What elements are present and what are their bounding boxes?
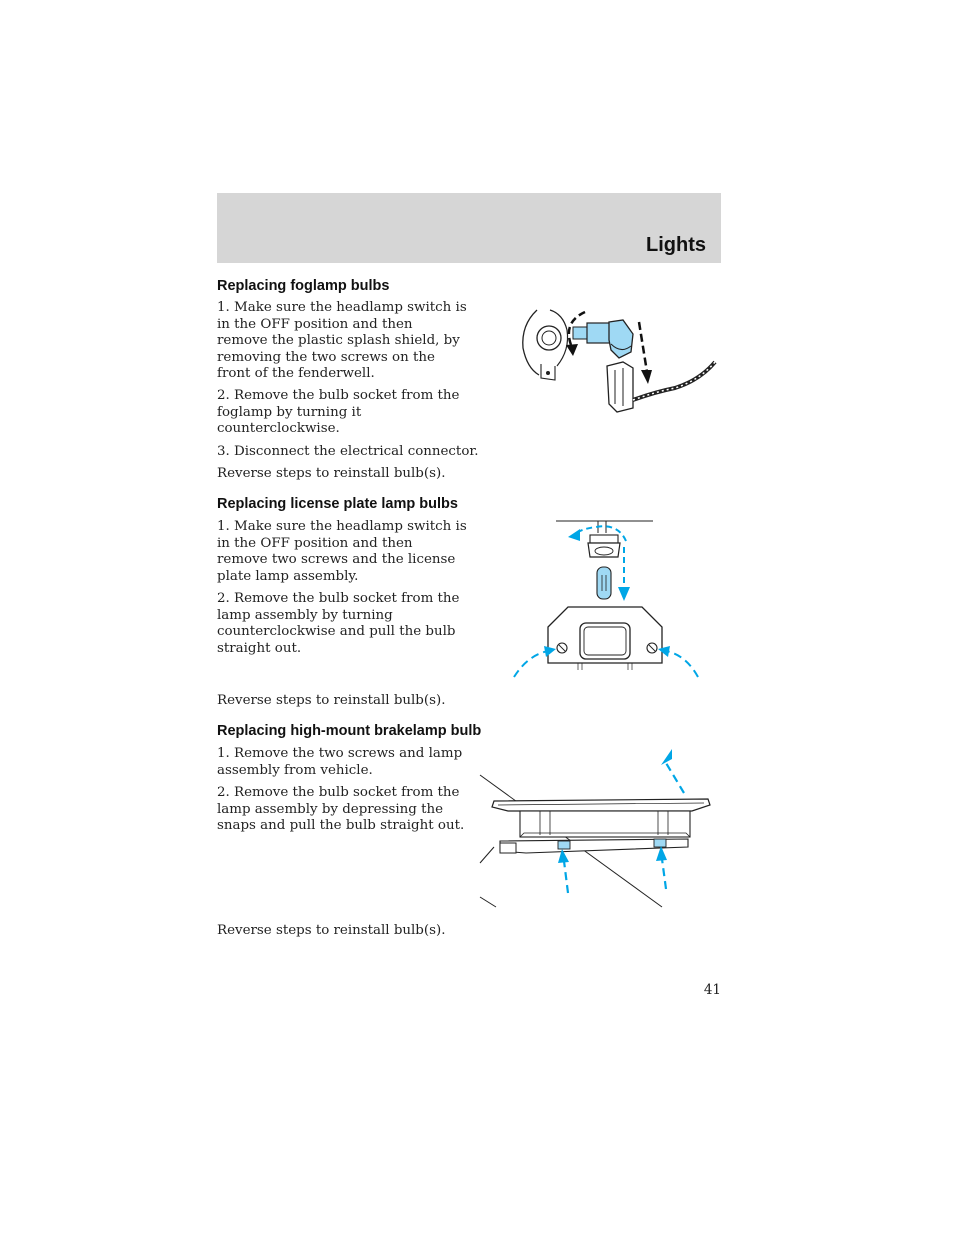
brakelamp-step-2: 2. Remove the bulb socket from the lamp assembly by depressing the snaps and pull the bulb straight out. [217, 785, 465, 833]
foglamp-bulb-illustration [515, 300, 725, 425]
foglamp-step-2: 2. Remove the bulb socket from the foglamp by turning it counterclockwise. [217, 388, 460, 436]
page-number: 41 [703, 982, 721, 998]
section-header-band [217, 193, 721, 263]
license-step-2: 2. Remove the bulb socket from the lamp assembly by turning counterclockwise and pull the bulb straight out. [217, 591, 460, 656]
brakelamp-reverse-note: Reverse steps to reinstall bulb(s). [217, 923, 446, 938]
license-reverse-note: Reverse steps to reinstall bulb(s). [217, 693, 446, 708]
heading-foglamp: Replacing foglamp bulbs [217, 278, 390, 294]
foglamp-step-1: 1. Make sure the headlamp switch is in the OFF position and then remove the plastic splash shield, by removing the two screws on the front of the fenderwell. [217, 300, 467, 381]
heading-license-plate: Replacing license plate lamp bulbs [217, 496, 458, 512]
section-title: Lights [646, 234, 706, 256]
license-step-1: 1. Make sure the headlamp switch is in the OFF position and then remove two screws and the license plate lamp assembly. [217, 519, 467, 584]
brakelamp-step-1: 1. Remove the two screws and lamp assembly from vehicle. [217, 746, 463, 778]
foglamp-step-3: 3. Disconnect the electrical connector. [217, 444, 479, 459]
brakelamp-illustration [478, 745, 718, 915]
foglamp-reverse-note: Reverse steps to reinstall bulb(s). [217, 466, 446, 481]
license-plate-lamp-illustration [508, 515, 708, 685]
heading-brakelamp: Replacing high-mount brakelamp bulb [217, 723, 482, 739]
